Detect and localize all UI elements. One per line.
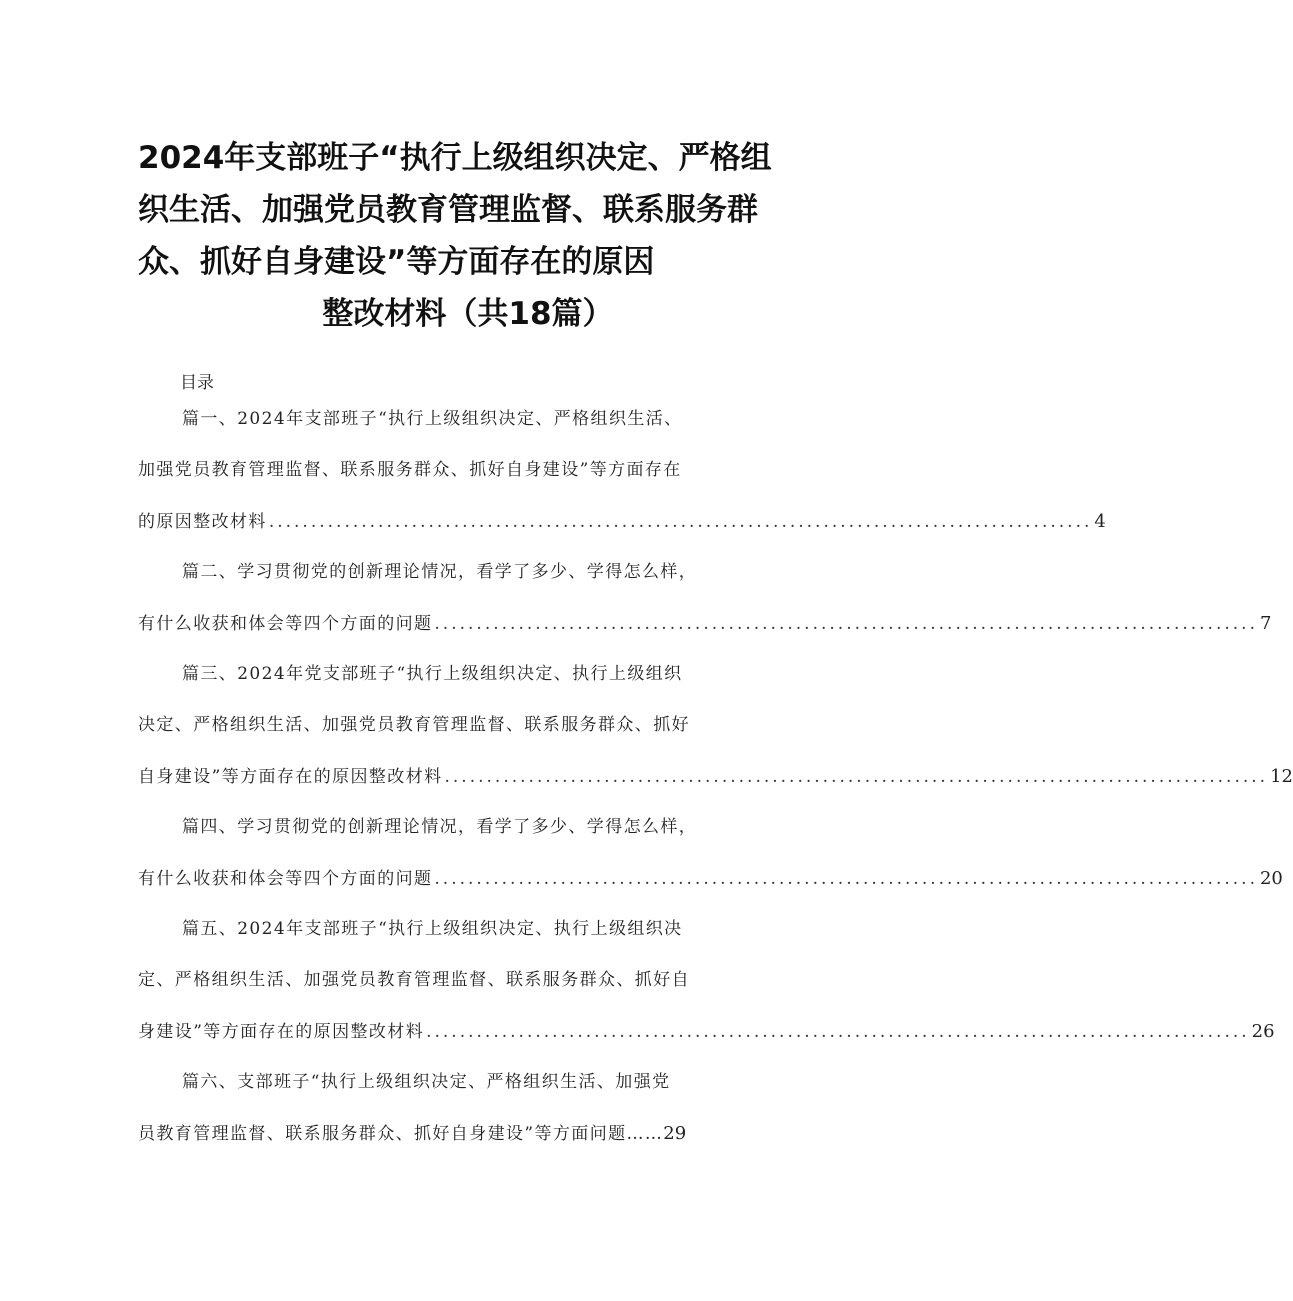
leader-dots: .................................................................................................. — [426, 1022, 1250, 1042]
title-line-4: 整改材料（共18篇） — [322, 296, 614, 332]
document-title — [138, 132, 798, 340]
title-line-1: 2024年支部班子“执行上级组织决定、严格组 — [138, 140, 772, 176]
toc-entry-line: 篇三、2024年党支部班子“执行上级组织决定、执行上级组织 — [182, 664, 683, 684]
toc-entry-line: 的原因整改材料 — [138, 512, 267, 532]
toc-entry-last-line — [138, 598, 1272, 649]
toc-page-number: 4 — [1094, 511, 1106, 532]
toc-entry-line: 篇四、学习贯彻党的创新理论情况，看学了多少、学得怎么样， — [182, 817, 698, 837]
leader-dots: .................................................................................................. — [434, 614, 1258, 634]
toc-entry-line: 篇六、支部班子“执行上级组织决定、严格组织生活、加强党 — [182, 1072, 671, 1092]
title-line-3: 众、抓好自身建设”等方面存在的原因 — [138, 244, 655, 280]
toc-entry-line: 身建设”等方面存在的原因整改材料 — [138, 1022, 425, 1042]
toc-page-number: 7 — [1259, 613, 1272, 634]
toc-entry-line: 篇五、2024年支部班子“执行上级组织决定、执行上级组织决 — [182, 919, 683, 939]
toc-entry-3[interactable] — [138, 649, 1293, 802]
leader-dots: .................................................................................................. — [444, 767, 1269, 787]
toc-entry-last-line — [138, 1006, 1275, 1057]
toc-entry-line: 自身建设”等方面存在的原因整改材料 — [138, 767, 443, 787]
toc-entry-line: 篇一、2024年支部班子“执行上级组织决定、严格组织生活、 — [182, 409, 683, 429]
title-line-2: 织生活、加强党员教育管理监督、联系服务群 — [138, 192, 758, 228]
toc-entry-line: 加强党员教育管理监督、联系服务群众、抓好自身建设”等方面存在 — [138, 460, 682, 480]
toc-heading: 目录 — [180, 373, 214, 393]
toc-entry-last-line — [138, 751, 1293, 802]
toc-page-number: 26 — [1251, 1021, 1275, 1042]
toc-entry-last-line — [138, 1108, 772, 1159]
toc-entry-line: 员教育管理监督、联系服务群众、抓好自身建设”等方面问题…… — [138, 1124, 664, 1144]
toc-page-number: 12 — [1270, 766, 1293, 787]
toc-entry-4[interactable] — [138, 802, 1283, 904]
leader-dots: .................................................................................................. — [268, 512, 1093, 532]
toc-entry-1[interactable] — [138, 394, 1106, 547]
table-of-contents — [138, 394, 1293, 1159]
toc-entry-6[interactable] — [138, 1057, 772, 1159]
toc-page-number: 20 — [1259, 868, 1283, 889]
toc-entry-last-line — [138, 853, 1283, 904]
toc-entry-line: 决定、严格组织生活、加强党员教育管理监督、联系服务群众、抓好 — [138, 715, 690, 735]
toc-page-number: 29 — [663, 1123, 687, 1144]
toc-entry-line: 篇二、学习贯彻党的创新理论情况，看学了多少、学得怎么样， — [182, 562, 698, 582]
toc-entry-2[interactable] — [138, 547, 1272, 649]
toc-entry-last-line — [138, 496, 1106, 547]
toc-entry-line: 定、严格组织生活、加强党员教育管理监督、联系服务群众、抓好自 — [138, 970, 690, 990]
toc-entry-line: 有什么收获和体会等四个方面的问题 — [138, 614, 433, 634]
toc-entry-line: 有什么收获和体会等四个方面的问题 — [138, 869, 433, 889]
leader-dots: .................................................................................................. — [434, 869, 1258, 889]
toc-entry-5[interactable] — [138, 904, 1275, 1057]
